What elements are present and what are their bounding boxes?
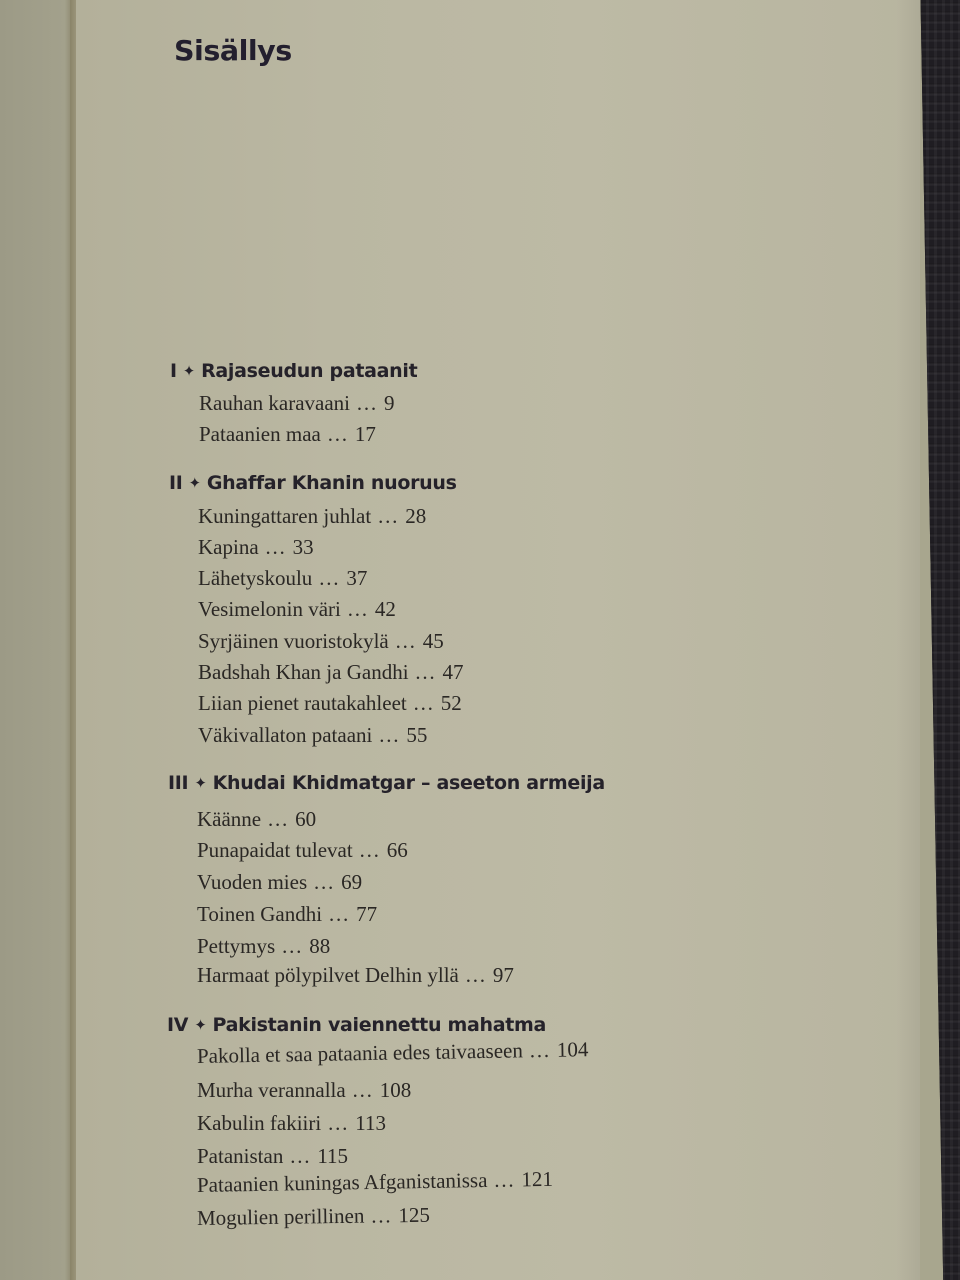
chapter-page: 55 bbox=[406, 723, 428, 747]
chapter-page: 47 bbox=[442, 660, 464, 684]
chapter-entry bbox=[197, 1111, 386, 1136]
chapter-title: Rauhan karavaani bbox=[199, 391, 351, 415]
chapter-title: Käänne bbox=[197, 807, 262, 831]
chapter-page: 52 bbox=[440, 691, 462, 715]
chapter-title: Pakolla et saa pataania edes taivaaseen bbox=[196, 1038, 524, 1068]
chapter-ellipsis: … bbox=[464, 963, 487, 987]
chapter-entry bbox=[198, 535, 314, 560]
chapter-ellipsis: … bbox=[318, 566, 341, 590]
part-title: Ghaffar Khanin nuoruus bbox=[206, 472, 457, 494]
chapter-ellipsis: … bbox=[493, 1167, 516, 1192]
chapter-page: 113 bbox=[355, 1111, 386, 1135]
chapter-entry bbox=[198, 629, 444, 654]
chapter-ellipsis: … bbox=[267, 807, 290, 831]
chapter-ellipsis: … bbox=[351, 1078, 374, 1102]
chapter-entry bbox=[197, 934, 330, 959]
chapter-page: 33 bbox=[292, 535, 314, 559]
chapter-title: Väkivallaton pataani bbox=[198, 723, 373, 747]
chapter-page: 88 bbox=[309, 934, 331, 958]
part-number: I bbox=[170, 360, 177, 382]
chapter-entry bbox=[198, 597, 396, 622]
chapter-title: Vesimelonin väri bbox=[198, 597, 341, 621]
part-number: III bbox=[168, 772, 189, 794]
chapter-ellipsis: … bbox=[289, 1144, 312, 1168]
chapter-entry bbox=[197, 838, 408, 863]
chapter-page: 77 bbox=[356, 902, 378, 926]
part-heading-3 bbox=[168, 772, 605, 794]
star-separator-icon: ✦ bbox=[188, 474, 201, 492]
chapter-entry bbox=[197, 1144, 348, 1169]
chapter-entry bbox=[197, 963, 514, 988]
chapter-ellipsis: … bbox=[528, 1037, 552, 1063]
chapter-entry bbox=[197, 902, 377, 927]
chapter-page: 17 bbox=[354, 422, 376, 446]
chapter-ellipsis: … bbox=[356, 391, 379, 415]
chapter-ellipsis: … bbox=[328, 902, 351, 926]
chapter-title: Murha verannalla bbox=[197, 1078, 346, 1102]
chapter-title: Badshah Khan ja Gandhi bbox=[198, 660, 409, 684]
part-title: Rajaseudun pataanit bbox=[201, 360, 418, 382]
chapter-title: Patanistan bbox=[197, 1144, 284, 1168]
chapter-title: Syrjäinen vuoristokylä bbox=[198, 629, 389, 653]
chapter-page: 108 bbox=[379, 1078, 412, 1102]
chapter-ellipsis: … bbox=[378, 723, 401, 747]
chapter-entry bbox=[197, 1167, 553, 1198]
chapter-title: Lähetyskoulu bbox=[198, 566, 313, 590]
chapter-page: 104 bbox=[556, 1037, 589, 1062]
part-title: Khudai Khidmatgar – aseeton armeija bbox=[212, 772, 605, 794]
chapter-entry bbox=[198, 660, 464, 685]
chapter-ellipsis: … bbox=[281, 934, 304, 958]
chapter-entry bbox=[198, 504, 426, 529]
part-number: II bbox=[169, 472, 183, 494]
chapter-ellipsis: … bbox=[394, 629, 417, 653]
part-title: Pakistanin vaiennettu mahatma bbox=[212, 1014, 547, 1036]
chapter-title: Pataanien maa bbox=[199, 422, 321, 446]
chapter-title: Toinen Gandhi bbox=[197, 902, 323, 926]
chapter-title: Kapina bbox=[198, 535, 259, 559]
chapter-entry bbox=[198, 691, 462, 716]
part-number: IV bbox=[167, 1014, 189, 1036]
part-heading-2 bbox=[169, 472, 457, 494]
part-heading-4 bbox=[167, 1014, 546, 1036]
chapter-ellipsis: … bbox=[346, 597, 369, 621]
chapter-ellipsis: … bbox=[377, 504, 400, 528]
chapter-ellipsis: … bbox=[327, 1111, 350, 1135]
chapter-title: Kuningattaren juhlat bbox=[198, 504, 372, 528]
chapter-ellipsis: … bbox=[414, 660, 437, 684]
chapter-entry bbox=[197, 1037, 589, 1069]
chapter-page: 9 bbox=[384, 391, 395, 415]
chapter-title: Vuoden mies bbox=[197, 870, 308, 894]
chapter-ellipsis: … bbox=[412, 691, 435, 715]
part-heading-1 bbox=[170, 360, 417, 382]
chapter-ellipsis: … bbox=[358, 838, 381, 862]
chapter-page: 28 bbox=[405, 504, 427, 528]
chapter-ellipsis: … bbox=[370, 1203, 393, 1228]
chapter-entry bbox=[199, 391, 395, 416]
chapter-entry bbox=[198, 723, 427, 748]
star-separator-icon: ✦ bbox=[182, 362, 196, 380]
chapter-title: Liian pienet rautakahleet bbox=[198, 691, 407, 715]
chapter-title: Pataanien kuningas Afganistanissa bbox=[196, 1167, 488, 1197]
chapter-page: 42 bbox=[374, 597, 396, 621]
page-title: Sisällys bbox=[174, 34, 292, 67]
star-separator-icon: ✦ bbox=[194, 1016, 207, 1034]
chapter-page: 121 bbox=[521, 1166, 554, 1192]
chapter-entry bbox=[197, 870, 362, 895]
chapter-page: 115 bbox=[317, 1144, 349, 1168]
chapter-title: Punapaidat tulevat bbox=[197, 838, 353, 862]
chapter-page: 69 bbox=[341, 870, 363, 894]
chapter-ellipsis: … bbox=[326, 422, 349, 446]
chapter-entry bbox=[197, 1203, 430, 1231]
chapter-page: 37 bbox=[346, 566, 368, 590]
chapter-entry bbox=[199, 422, 376, 447]
chapter-page: 60 bbox=[295, 807, 317, 831]
chapter-page: 66 bbox=[386, 838, 408, 862]
chapter-entry bbox=[197, 1078, 411, 1103]
chapter-title: Harmaat pölypilvet Delhin yllä bbox=[197, 963, 459, 987]
chapter-title: Pettymys bbox=[197, 934, 276, 958]
chapter-page: 97 bbox=[492, 963, 514, 987]
chapter-ellipsis: … bbox=[313, 870, 336, 894]
chapter-entry bbox=[197, 807, 316, 832]
chapter-title: Kabulin fakiiri bbox=[197, 1111, 322, 1135]
chapter-page: 45 bbox=[422, 629, 444, 653]
chapter-title: Mogulien perillinen bbox=[196, 1203, 365, 1230]
star-separator-icon: ✦ bbox=[194, 774, 207, 792]
chapter-ellipsis: … bbox=[264, 535, 287, 559]
chapter-page: 125 bbox=[398, 1202, 431, 1228]
chapter-entry bbox=[198, 566, 367, 591]
